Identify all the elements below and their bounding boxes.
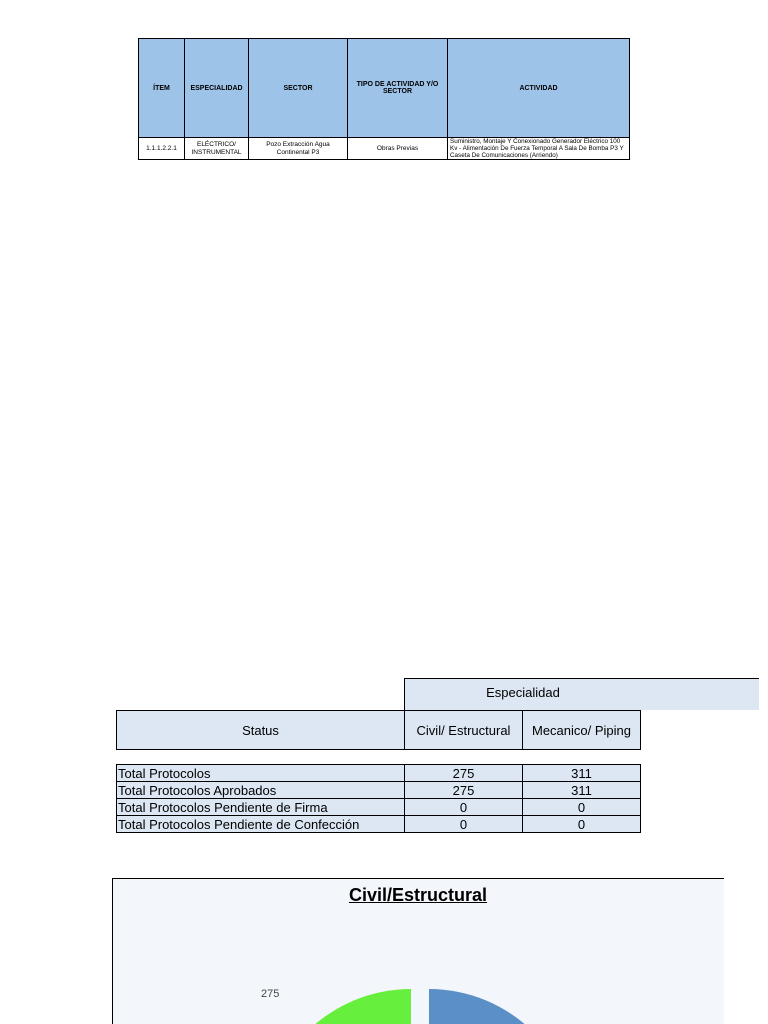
chart-title: Civil/Estructural bbox=[348, 885, 488, 905]
especialidad-group-header bbox=[404, 678, 759, 710]
pie-chart bbox=[113, 879, 724, 1024]
status-header: Status bbox=[117, 711, 405, 750]
mecanico-value: 0 bbox=[523, 799, 641, 816]
data-label: 275 bbox=[261, 988, 280, 1000]
mecanico-value: 0 bbox=[523, 816, 641, 833]
civil-value: 0 bbox=[405, 816, 523, 833]
table-row bbox=[117, 816, 641, 833]
activity-header-row bbox=[139, 39, 630, 138]
civil-estructural-chart bbox=[112, 878, 724, 1024]
header-sector: SECTOR bbox=[249, 39, 348, 138]
pie-slice-1 bbox=[429, 989, 577, 1024]
table-row bbox=[117, 782, 641, 799]
row-label: Total Protocolos bbox=[117, 765, 405, 782]
table-row bbox=[139, 138, 630, 160]
pie-slice-2 bbox=[263, 989, 411, 1024]
activity-table bbox=[138, 38, 630, 160]
mecanico-value: 311 bbox=[523, 765, 641, 782]
civil-value: 275 bbox=[405, 765, 523, 782]
header-item: ÍTEM bbox=[139, 39, 185, 138]
row-label: Total Protocolos Pendiente de Firma bbox=[117, 799, 405, 816]
civil-value: 0 bbox=[405, 799, 523, 816]
row-label: Total Protocolos Pendiente de Confección bbox=[117, 816, 405, 833]
cell-item: 1.1.1.2.2.1 bbox=[139, 138, 185, 160]
header-tipo-actividad: TIPO DE ACTIVIDAD Y/O SECTOR bbox=[348, 39, 448, 138]
civil-value: 275 bbox=[405, 782, 523, 799]
status-header-row bbox=[117, 711, 641, 750]
table-row bbox=[117, 765, 641, 782]
status-header-table bbox=[116, 710, 641, 750]
cell-sector: Pozo Extracción Agua Continental P3 bbox=[249, 138, 348, 160]
cell-actividad: Suministro, Montaje Y Conexionado Generador Eléctrico 100 Kv - Alimentación De Fuerza Temporal A Sala De Bomba P3 Y Caseta De Comunicaciones (Arriendo) bbox=[448, 138, 630, 160]
mecanico-value: 311 bbox=[523, 782, 641, 799]
cell-tipo: Obras Previas bbox=[348, 138, 448, 160]
especialidad-label: Especialidad bbox=[486, 685, 560, 700]
totals-table bbox=[116, 764, 641, 833]
table-row bbox=[117, 799, 641, 816]
cell-especialidad: ELÉCTRICO/ INSTRUMENTAL bbox=[185, 138, 249, 160]
row-label: Total Protocolos Aprobados bbox=[117, 782, 405, 799]
civil-estructural-header: Civil/ Estructural bbox=[405, 711, 523, 750]
mecanico-piping-header: Mecanico/ Piping bbox=[523, 711, 641, 750]
header-actividad: ACTIVIDAD bbox=[448, 39, 630, 138]
header-especialidad: ESPECIALIDAD bbox=[185, 39, 249, 138]
